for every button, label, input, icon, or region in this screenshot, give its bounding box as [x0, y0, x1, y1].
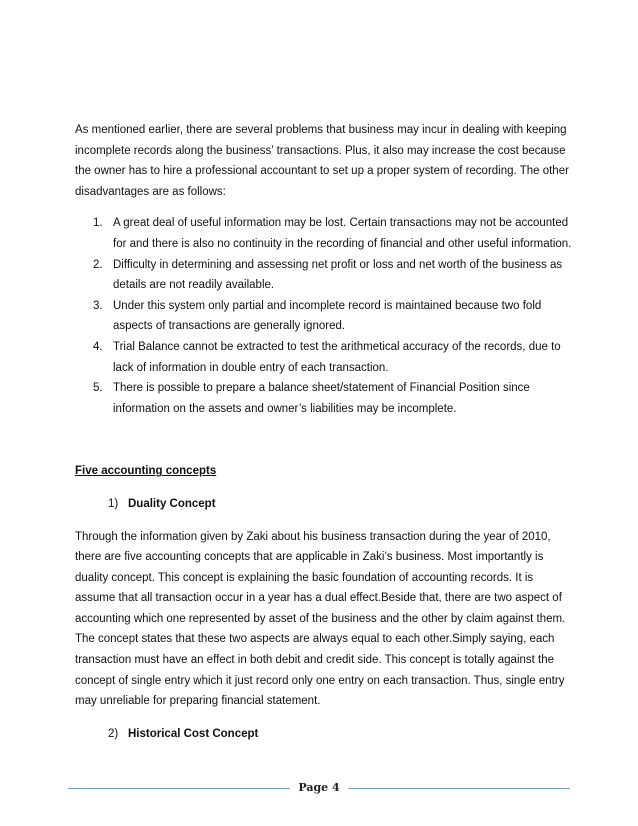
list-item-number: 2.	[93, 258, 103, 271]
list-item	[93, 378, 575, 419]
concept-heading-duality	[75, 494, 575, 515]
list-item-text: A great deal of useful information may be lost. Certain transactions may not be accounted for and there is also no continuity in the recording of financial and other useful information.	[113, 217, 572, 250]
list-item-text: Under this system only partial and incomplete record is maintained because two fold aspects of transactions are generally ignored.	[113, 299, 542, 333]
list-item	[93, 255, 575, 296]
page-number: Page 4	[298, 781, 340, 794]
disadvantages-list	[75, 213, 575, 419]
footer-divider-right	[348, 788, 570, 789]
list-item-number: 1.	[93, 217, 103, 230]
concept-title: Historical Cost Concept	[128, 727, 259, 740]
concept-number: 2)	[108, 727, 119, 740]
concept-number: 1)	[108, 497, 119, 510]
list-item-number: 4.	[93, 340, 103, 353]
page-footer	[68, 779, 570, 799]
list-item-text: There is possible to prepare a balance sheet/statement of Financial Position since information on the assets and owner’s liabilities may be incomplete.	[113, 382, 530, 415]
footer-divider-left	[68, 788, 290, 789]
concept-title: Duality Concept	[128, 497, 216, 510]
concept-body-duality: Through the information given by Zaki about his business transaction during the year of 2010, there are five accounting concepts that are applicable in Zaki’s business. Most importantly is duality concept. This concept is explaining the basic foundation of accounting records. It is assume that all transaction occur in a year has a dual effect.Beside that, there are two aspect of accounting which one represented by asset of the business and the other by claim against them. The concept states that these two aspects are always equal to each other.Simply saying, each transaction must have an effect in both debit and credit side. This concept is totally against the concept of single entry which it just record only one entry on each transaction. Thus, single entry may unreliable for preparing financial statement.	[75, 530, 566, 708]
list-item-text: Difficulty in determining and assessing net profit or loss and net worth of the business as details are not readily available.	[113, 258, 563, 292]
section-heading: Five accounting concepts	[75, 465, 217, 478]
list-item-number: 3.	[93, 299, 103, 312]
list-item-number: 5.	[93, 382, 103, 395]
list-item-text: Trial Balance cannot be extracted to test the arithmetical accuracy of the records, due to lack of information in double entry of each transaction.	[113, 340, 561, 374]
concept-heading-historical-cost	[75, 724, 575, 745]
page-content	[75, 120, 575, 744]
intro-paragraph: As mentioned earlier, there are several problems that business may incur in dealing with keeping incomplete records along the business’ transactions. Plus, it also may increase the cost because the owner has to hire a professional accountant to set up a proper system of recording. The other disadvantages are as follows:	[75, 124, 569, 198]
list-item	[93, 296, 575, 337]
list-item	[93, 337, 575, 378]
list-item	[93, 213, 575, 254]
